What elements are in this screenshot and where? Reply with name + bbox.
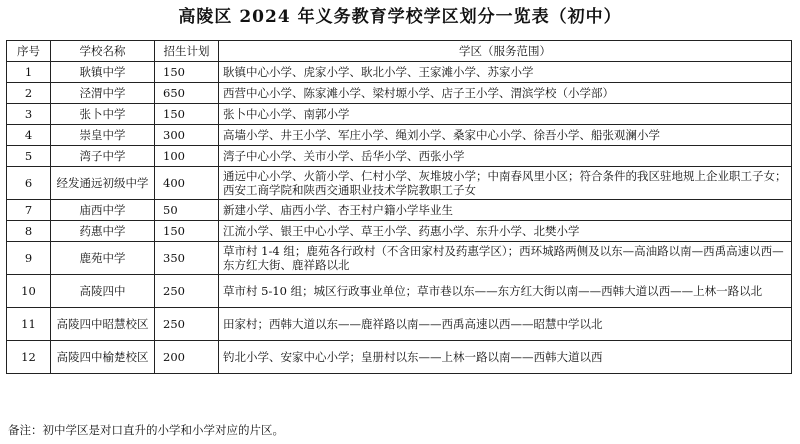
row-index: 2 <box>7 83 51 104</box>
row-district-scope: 钓北小学、安家中心小学；皇册村以东——上林一路以南——西韩大道以西 <box>219 341 792 374</box>
school-district-table <box>6 40 792 374</box>
row-school-name: 耿镇中学 <box>51 62 155 83</box>
row-school-name: 庙西中学 <box>51 200 155 221</box>
row-enrollment-plan: 150 <box>155 104 219 125</box>
row-school-name: 泾渭中学 <box>51 83 155 104</box>
row-enrollment-plan: 150 <box>155 221 219 242</box>
table-row <box>7 167 792 200</box>
table-row <box>7 146 792 167</box>
row-district-scope: 新建小学、庙西小学、杏王村户籍小学毕业生 <box>219 200 792 221</box>
row-district-scope: 田家村；西韩大道以东——鹿祥路以南——西禹高速以西——昭慧中学以北 <box>219 308 792 341</box>
row-enrollment-plan: 350 <box>155 242 219 275</box>
table-row <box>7 62 792 83</box>
table-row <box>7 308 792 341</box>
row-school-name: 经发通远初级中学 <box>51 167 155 200</box>
row-enrollment-plan: 200 <box>155 341 219 374</box>
row-school-name: 药惠中学 <box>51 221 155 242</box>
row-school-name: 张卜中学 <box>51 104 155 125</box>
row-district-scope: 江流小学、银王中心小学、草王小学、药惠小学、东升小学、北樊小学 <box>219 221 792 242</box>
table-row <box>7 242 792 275</box>
row-index: 5 <box>7 146 51 167</box>
row-school-name: 湾子中学 <box>51 146 155 167</box>
row-index: 1 <box>7 62 51 83</box>
row-district-scope: 张卜中心小学、南郭小学 <box>219 104 792 125</box>
row-school-name: 高陵四中昭慧校区 <box>51 308 155 341</box>
row-enrollment-plan: 50 <box>155 200 219 221</box>
row-district-scope: 通远中心小学、火箭小学、仁村小学、灰堆坡小学；中南春风里小区；符合条件的我区驻地规上企业职工子女；西安工商学院和陕西交通职业技术学院教职工子女 <box>219 167 792 200</box>
row-index: 6 <box>7 167 51 200</box>
table-row <box>7 104 792 125</box>
row-enrollment-plan: 650 <box>155 83 219 104</box>
header-school-name: 学校名称 <box>51 41 155 62</box>
row-enrollment-plan: 250 <box>155 275 219 308</box>
footnote: 备注：初中学区是对口直升的小学和小学对应的片区。 <box>8 423 284 437</box>
header-index: 序号 <box>7 41 51 62</box>
row-index: 10 <box>7 275 51 308</box>
row-school-name: 鹿苑中学 <box>51 242 155 275</box>
table-row <box>7 341 792 374</box>
row-school-name: 崇皇中学 <box>51 125 155 146</box>
table-row <box>7 83 792 104</box>
table-row <box>7 221 792 242</box>
table-row <box>7 275 792 308</box>
row-enrollment-plan: 250 <box>155 308 219 341</box>
row-index: 8 <box>7 221 51 242</box>
row-enrollment-plan: 150 <box>155 62 219 83</box>
row-index: 3 <box>7 104 51 125</box>
page-title: 高陵区 2024 年义务教育学校学区划分一览表（初中） <box>178 7 622 27</box>
header-enrollment-plan: 招生计划 <box>155 41 219 62</box>
row-enrollment-plan: 300 <box>155 125 219 146</box>
table-header-row <box>7 41 792 62</box>
row-district-scope: 西营中心小学、陈家滩小学、梁村塬小学、店子王小学、渭滨学校（小学部） <box>219 83 792 104</box>
row-index: 7 <box>7 200 51 221</box>
table-row <box>7 125 792 146</box>
row-district-scope: 草市村 5-10 组；城区行政事业单位；草市巷以东——东方红大街以南——西韩大道以西——上林一路以北 <box>219 275 792 308</box>
row-index: 12 <box>7 341 51 374</box>
row-index: 11 <box>7 308 51 341</box>
row-district-scope: 耿镇中心小学、虎家小学、耿北小学、王家滩小学、苏家小学 <box>219 62 792 83</box>
row-school-name: 高陵四中榆楚校区 <box>51 341 155 374</box>
row-district-scope: 湾子中心小学、关市小学、岳华小学、西张小学 <box>219 146 792 167</box>
row-index: 4 <box>7 125 51 146</box>
row-enrollment-plan: 100 <box>155 146 219 167</box>
row-school-name: 高陵四中 <box>51 275 155 308</box>
header-district-scope: 学区（服务范围） <box>219 41 792 62</box>
row-index: 9 <box>7 242 51 275</box>
table-row <box>7 200 792 221</box>
row-district-scope: 高墙小学、井王小学、军庄小学、绳刘小学、桑家中心小学、徐吾小学、船张观澜小学 <box>219 125 792 146</box>
row-district-scope: 草市村 1-4 组；鹿苑各行政村（不含田家村及药惠学区）；西环城路两侧及以东—高油路以南—西禹高速以西—东方红大街、鹿祥路以北 <box>219 242 792 275</box>
row-enrollment-plan: 400 <box>155 167 219 200</box>
